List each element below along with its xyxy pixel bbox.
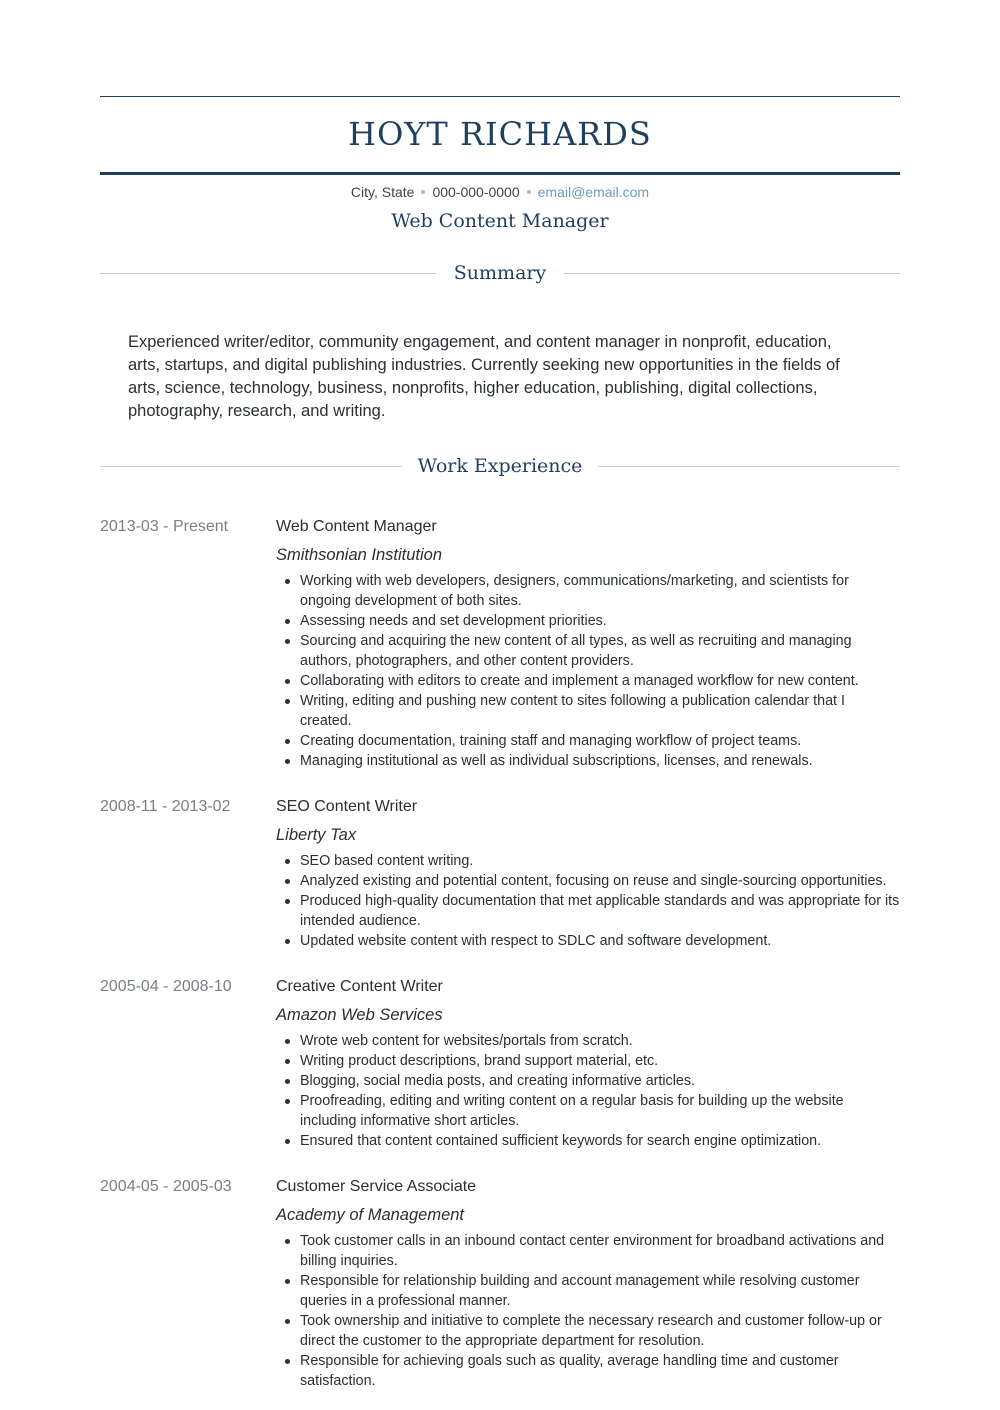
list-item bbox=[276, 1131, 900, 1151]
job-content bbox=[276, 976, 900, 1151]
bullet-icon bbox=[285, 1319, 290, 1324]
summary-text: Experienced writer/editor, community engagement, and content manager in nonprofit, education, arts, startups, and digital publishing industries. Currently seeking new opportunities in the fields of arts, science, technology, business, nonprofits, higher education, publishing, digital collections, photography, research, and writing. bbox=[128, 333, 840, 420]
header-top-rule bbox=[100, 96, 900, 97]
list-item bbox=[276, 1051, 900, 1071]
list-item bbox=[276, 1351, 900, 1391]
bullet-text: Responsible for achieving goals such as quality, average handling time and customer satisfaction. bbox=[300, 1353, 839, 1389]
list-item bbox=[276, 731, 900, 751]
summary-heading: Summary bbox=[453, 262, 547, 284]
job-content bbox=[276, 796, 900, 951]
location-text: City, State bbox=[350, 184, 415, 200]
list-item bbox=[276, 751, 900, 771]
bullet-text: Wrote web content for websites/portals from scratch. bbox=[300, 1033, 633, 1049]
bullet-text: Took ownership and initiative to complete the necessary research and customer follow-up or direct the customer to the appropriate department for resolution. bbox=[300, 1313, 882, 1349]
job-bullets bbox=[276, 1031, 900, 1151]
bullet-text: Writing product descriptions, brand support material, etc. bbox=[300, 1053, 659, 1069]
contact-line bbox=[100, 182, 900, 202]
list-item bbox=[276, 1071, 900, 1091]
bullet-icon bbox=[285, 619, 290, 624]
list-item bbox=[276, 931, 900, 951]
bullet-text: Analyzed existing and potential content, focusing on reuse and single-sourcing opportunities. bbox=[300, 873, 887, 889]
job-role: Web Content Manager bbox=[276, 518, 437, 535]
phone-text: 000-000-0000 bbox=[432, 184, 520, 200]
job-dates: 2013-03 - Present bbox=[100, 518, 229, 535]
bullet-icon bbox=[285, 759, 290, 764]
bullet-text: Sourcing and acquiring the new content of all types, as well as recruiting and managing authors, photographers, and other content providers. bbox=[300, 633, 852, 669]
job-role: Creative Content Writer bbox=[276, 978, 443, 995]
job-bullets bbox=[276, 851, 900, 951]
bullet-icon bbox=[285, 1359, 290, 1364]
bullet-text: Collaborating with editors to create and implement a managed workflow for new content. bbox=[300, 673, 859, 689]
bullet-text: Updated website content with respect to SDLC and software development. bbox=[300, 933, 772, 949]
list-item bbox=[276, 691, 900, 731]
list-item bbox=[276, 1231, 900, 1271]
bullet-text: Responsible for relationship building and account management while resolving customer queries in a professional manner. bbox=[300, 1273, 860, 1309]
list-item bbox=[276, 891, 900, 931]
bullet-icon bbox=[285, 639, 290, 644]
bullet-text: Working with web developers, designers, communications/marketing, and scientists for ongoing development of both sites. bbox=[300, 573, 849, 609]
bullet-icon bbox=[285, 739, 290, 744]
bullet-text: Creating documentation, training staff and managing workflow of project teams. bbox=[300, 733, 802, 749]
bullet-text: SEO based content writing. bbox=[300, 853, 474, 869]
bullet-icon bbox=[285, 1039, 290, 1044]
job-role: SEO Content Writer bbox=[276, 798, 418, 815]
bullet-icon bbox=[285, 879, 290, 884]
job-company: Amazon Web Services bbox=[276, 1006, 443, 1024]
experience-heading: Work Experience bbox=[417, 455, 583, 477]
bullet-icon bbox=[285, 859, 290, 864]
bullet-icon bbox=[285, 899, 290, 904]
job-company: Academy of Management bbox=[276, 1206, 465, 1224]
list-item bbox=[276, 851, 900, 871]
bullet-text: Proofreading, editing and writing content on a regular basis for building up the website including informative short articles. bbox=[300, 1093, 844, 1129]
bullet-icon bbox=[285, 1079, 290, 1084]
bullet-icon bbox=[285, 579, 290, 584]
list-item bbox=[276, 1031, 900, 1051]
list-item bbox=[276, 611, 900, 631]
bullet-icon bbox=[285, 1139, 290, 1144]
separator-dot-icon bbox=[421, 190, 425, 194]
job-bullets bbox=[276, 1231, 900, 1391]
job-role: Customer Service Associate bbox=[276, 1178, 477, 1195]
list-item bbox=[276, 1271, 900, 1311]
list-item bbox=[276, 1091, 900, 1131]
job-bullets bbox=[276, 571, 900, 771]
list-item bbox=[276, 1311, 900, 1351]
separator-dot-icon bbox=[527, 190, 531, 194]
list-item bbox=[276, 671, 900, 691]
bullet-icon bbox=[285, 1059, 290, 1064]
header-bottom-rule bbox=[100, 172, 900, 175]
bullet-icon bbox=[285, 1099, 290, 1104]
job-content bbox=[276, 516, 900, 771]
bullet-text: Writing, editing and pushing new content to sites following a publication calendar that I created. bbox=[300, 693, 845, 729]
job-dates: 2004-05 - 2005-03 bbox=[100, 1178, 232, 1195]
summary-section-header bbox=[100, 258, 900, 288]
experience-section-header bbox=[100, 451, 900, 481]
list-item bbox=[276, 631, 900, 671]
job-content bbox=[276, 1176, 900, 1391]
job-dates: 2005-04 - 2008-10 bbox=[100, 978, 232, 995]
candidate-name: HOYT RICHARDS bbox=[348, 115, 652, 153]
bullet-text: Ensured that content contained sufficient keywords for search engine optimization. bbox=[300, 1133, 822, 1149]
email-link[interactable]: email@email.com bbox=[537, 184, 650, 200]
list-item bbox=[276, 571, 900, 611]
job-dates: 2008-11 - 2013-02 bbox=[100, 798, 231, 815]
bullet-icon bbox=[285, 1239, 290, 1244]
bullet-icon bbox=[285, 679, 290, 684]
job-company: Smithsonian Institution bbox=[276, 546, 443, 564]
bullet-icon bbox=[285, 939, 290, 944]
bullet-text: Took customer calls in an inbound contact center environment for broadband activations and billing inquiries. bbox=[300, 1233, 885, 1269]
headline-title: Web Content Manager bbox=[391, 210, 609, 232]
bullet-icon bbox=[285, 1279, 290, 1284]
bullet-text: Blogging, social media posts, and creating informative articles. bbox=[300, 1073, 695, 1089]
bullet-text: Assessing needs and set development priorities. bbox=[300, 613, 607, 629]
bullet-icon bbox=[285, 699, 290, 704]
bullet-text: Managing institutional as well as individual subscriptions, licenses, and renewals. bbox=[300, 753, 813, 769]
list-item bbox=[276, 871, 900, 891]
job-company: Liberty Tax bbox=[276, 826, 357, 844]
bullet-text: Produced high-quality documentation that met applicable standards and was appropriate for its intended audience. bbox=[300, 893, 900, 929]
